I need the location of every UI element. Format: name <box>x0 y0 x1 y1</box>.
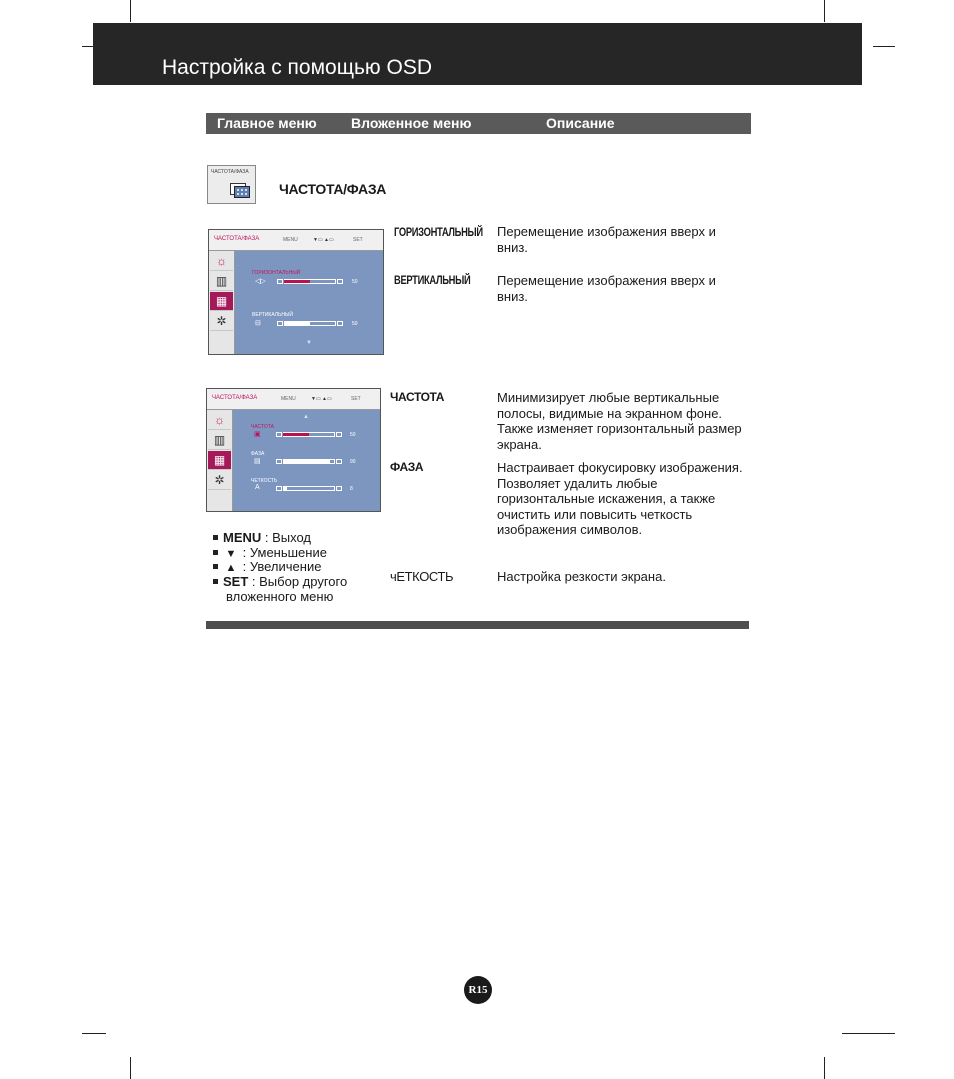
osd-panel <box>233 410 380 511</box>
crop-mark <box>824 0 825 22</box>
osd-title-bar <box>207 389 380 410</box>
bottom-rule <box>206 621 749 629</box>
description-phase-line-2: Позволяет удалить любые горизонтальные искажения, а также очистить или повысить четкость изображения символов. <box>497 475 716 537</box>
horizontal-position-icon: ◁▷ <box>255 278 266 285</box>
osd-slider-fill <box>284 280 310 283</box>
color-icon: ▥ <box>210 272 233 291</box>
monitor-grid-icon <box>230 183 250 198</box>
legend-down <box>213 545 327 560</box>
osd-item-label: ЧАСТОТА <box>251 424 274 430</box>
crop-mark <box>842 1033 895 1034</box>
settings-gear-icon: ✲ <box>208 471 231 490</box>
bullet <box>213 535 218 540</box>
page-number-badge: R15 <box>464 976 492 1004</box>
brightness-icon: ☼ <box>210 252 233 271</box>
osd-panel <box>235 251 383 354</box>
osd-sidebar <box>207 410 233 511</box>
up-arrow-icon: ▲ <box>225 562 237 574</box>
crop-mark <box>824 1057 825 1079</box>
settings-gear-icon: ✲ <box>210 312 233 331</box>
crop-mark <box>82 1033 106 1034</box>
osd-title-bar <box>209 230 383 251</box>
legend-menu-text: : Выход <box>261 530 312 545</box>
osd-down-up-icons: ▼▭ ▲▭ <box>313 237 334 243</box>
osd-item-value: 50 <box>352 279 358 285</box>
legend-set-key: SET <box>223 574 249 589</box>
column-header-description: Описание <box>546 115 615 131</box>
description-phase <box>497 460 747 538</box>
osd-item-label: ГОРИЗОНТАЛЬНЫЙ <box>252 270 301 276</box>
bullet <box>213 550 218 555</box>
section-title: ЧАСТОТА/ФАЗА <box>279 181 387 197</box>
osd-slider <box>276 459 342 464</box>
vertical-position-icon: ⊟ <box>255 320 261 327</box>
osd-item-label: ВЕРТИКАЛЬНЫЙ <box>252 312 293 318</box>
osd-item-value: 90 <box>350 459 356 465</box>
osd-set-label: SET <box>351 396 361 402</box>
osd-title: ЧАСТОТА/ФАЗА <box>214 236 260 242</box>
legend-down-text: : Уменьшение <box>239 545 327 560</box>
description-sharpness: Настройка резкости экрана. <box>497 569 666 584</box>
osd-slider <box>276 486 342 491</box>
page-title: Настройка с помощью OSD <box>162 56 433 79</box>
brightness-icon: ☼ <box>208 411 231 430</box>
osd-item-label: ЧЕТКОСТЬ <box>251 478 278 484</box>
osd-slider <box>277 279 343 284</box>
legend-menu-key: MENU <box>223 530 262 545</box>
term-horizontal: ГОРИЗОНТАЛЬНЫЙ <box>394 225 483 239</box>
frequency-phase-icon: ▦ <box>208 451 231 470</box>
osd-title: ЧАСТОТА/ФАЗА <box>212 395 258 401</box>
section-icon-label: ЧАСТОТА/ФАЗА <box>211 169 249 175</box>
osd-screenshot-position <box>208 229 384 355</box>
osd-slider <box>277 321 343 326</box>
clock-icon: ▣ <box>254 431 261 438</box>
phase-icon: ▤ <box>254 458 261 465</box>
osd-slider-fill <box>283 433 309 436</box>
term-vertical: ВЕРТИКАЛЬНЫЙ <box>394 273 471 287</box>
color-icon: ▥ <box>208 431 231 450</box>
bullet <box>213 579 218 584</box>
legend-up <box>213 559 321 574</box>
frequency-phase-icon: ▦ <box>210 292 233 311</box>
frequency-phase-menu-icon <box>207 165 256 204</box>
description-horizontal: Перемещение изображения вверх и вниз. <box>497 224 716 255</box>
osd-slider-fill <box>284 322 310 325</box>
osd-item-value: 8 <box>350 486 353 492</box>
osd-sidebar <box>209 251 235 354</box>
osd-slider-fill <box>283 460 330 463</box>
crop-mark <box>130 1057 131 1079</box>
scroll-down-arrow-icon: ▼ <box>306 340 312 346</box>
sharpness-icon: A <box>255 484 260 491</box>
crop-mark <box>130 0 131 22</box>
osd-item-value: 50 <box>352 321 358 327</box>
osd-menu-label: MENU <box>281 396 296 402</box>
crop-mark <box>873 46 895 47</box>
legend-menu <box>213 530 311 545</box>
osd-slider-fill <box>283 487 287 490</box>
description-vertical: Перемещение изображения вверх и вниз. <box>497 273 716 304</box>
description-phase-line-1: Настраивает фокусировку изображения. <box>497 460 743 475</box>
osd-screenshot-frequency-phase <box>206 388 381 512</box>
column-header-submenu: Вложенное меню <box>351 115 472 131</box>
legend-set <box>213 574 347 589</box>
down-arrow-icon: ▼ <box>225 548 237 560</box>
osd-down-up-icons: ▼▭ ▲▭ <box>311 396 332 402</box>
osd-menu-label: MENU <box>283 237 298 243</box>
osd-item-label: ФАЗА <box>251 451 265 457</box>
legend-up-text: : Увеличение <box>239 559 322 574</box>
column-header-main-menu: Главное меню <box>217 115 317 131</box>
osd-item-value: 50 <box>350 432 356 438</box>
description-frequency: Минимизирует любые вертикальные полосы, видимые на экранном фоне. Также изменяет горизонтальный размер экрана. <box>497 390 742 452</box>
term-frequency: ЧАСТОТА <box>390 390 444 404</box>
osd-set-label: SET <box>353 237 363 243</box>
scroll-up-arrow-icon: ▲ <box>303 414 309 420</box>
legend-set-text-2: вложенного меню <box>226 589 334 604</box>
osd-slider <box>276 432 342 437</box>
term-sharpness: чЕТКОСТЬ <box>390 569 454 584</box>
legend-set-text: : Выбор другого <box>248 574 348 589</box>
term-phase: ФАЗА <box>390 460 424 474</box>
bullet <box>213 564 218 569</box>
